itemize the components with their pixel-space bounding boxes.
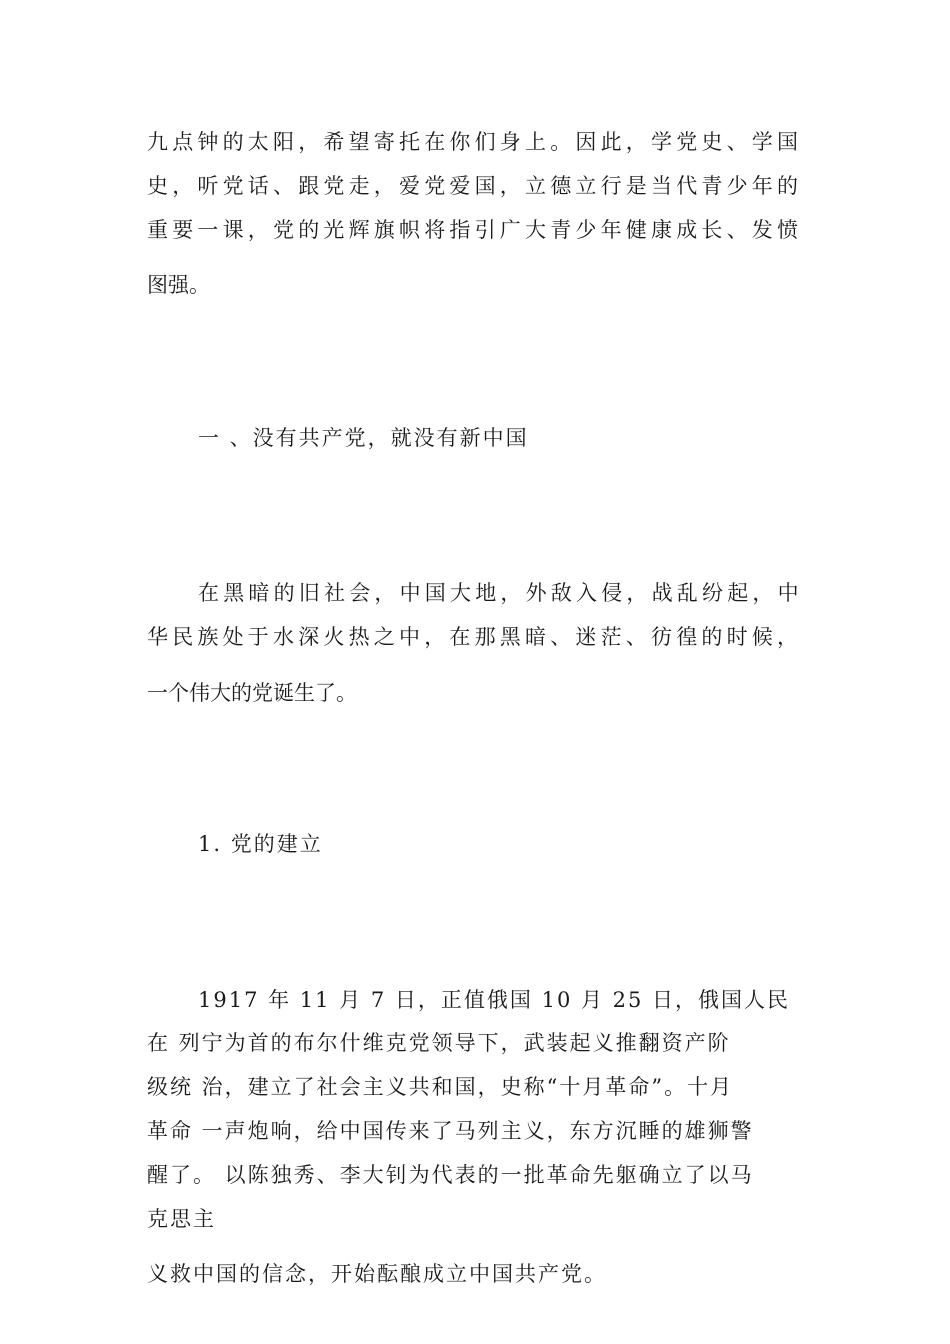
paragraph-intro-line: 史，听党话、跟党走，爱党爱国，立德立行是当代青少年的 [147, 174, 803, 198]
paragraph-founding-line: 义救中国的信念，开始酝酿成立中国共产党。 [147, 1262, 607, 1286]
paragraph-founding-line: 1917 年 11 月 7 日，正值俄国 10 月 25 日，俄国人民 [198, 988, 791, 1012]
paragraph-founding-line: 醒了。 以陈独秀、李大钊为代表的一批革命先躯确立了以马 [147, 1163, 754, 1187]
paragraph-intro-line: 九点钟的太阳，希望寄托在你们身上。因此，学党史、学国 [147, 130, 803, 154]
paragraph-founding-line: 级统 治，建立了社会主义共和国，史称“十月革命”。十月 [147, 1075, 734, 1099]
section-heading: 一 、没有共产党，就没有新中国 [198, 426, 529, 450]
paragraph-founding-line: 革命 一声炮响，给中国传来了马列主义，东方沉睡的雄狮警 [147, 1119, 754, 1143]
paragraph-dark-society-line: 在黑暗的旧社会，中国大地，外敌入侵，战乱纷起，中 [198, 581, 803, 605]
paragraph-founding-line: 在 列宁为首的布尔什维克党领导下，武装起义推翻资产阶 [147, 1031, 731, 1055]
paragraph-intro-line: 图强。 [147, 273, 210, 297]
paragraph-founding-line: 克思主 [147, 1207, 216, 1231]
paragraph-intro-line: 重要一课，党的光辉旗帜将指引广大青少年健康成长、发愤 [147, 218, 803, 242]
subsection-heading: 1. 党的建立 [198, 832, 323, 856]
paragraph-dark-society-line: 一个伟大的党诞生了。 [147, 681, 357, 705]
paragraph-dark-society-line: 华民族处于水深火热之中，在那黑暗、迷茫、彷徨的时候， [147, 625, 803, 649]
